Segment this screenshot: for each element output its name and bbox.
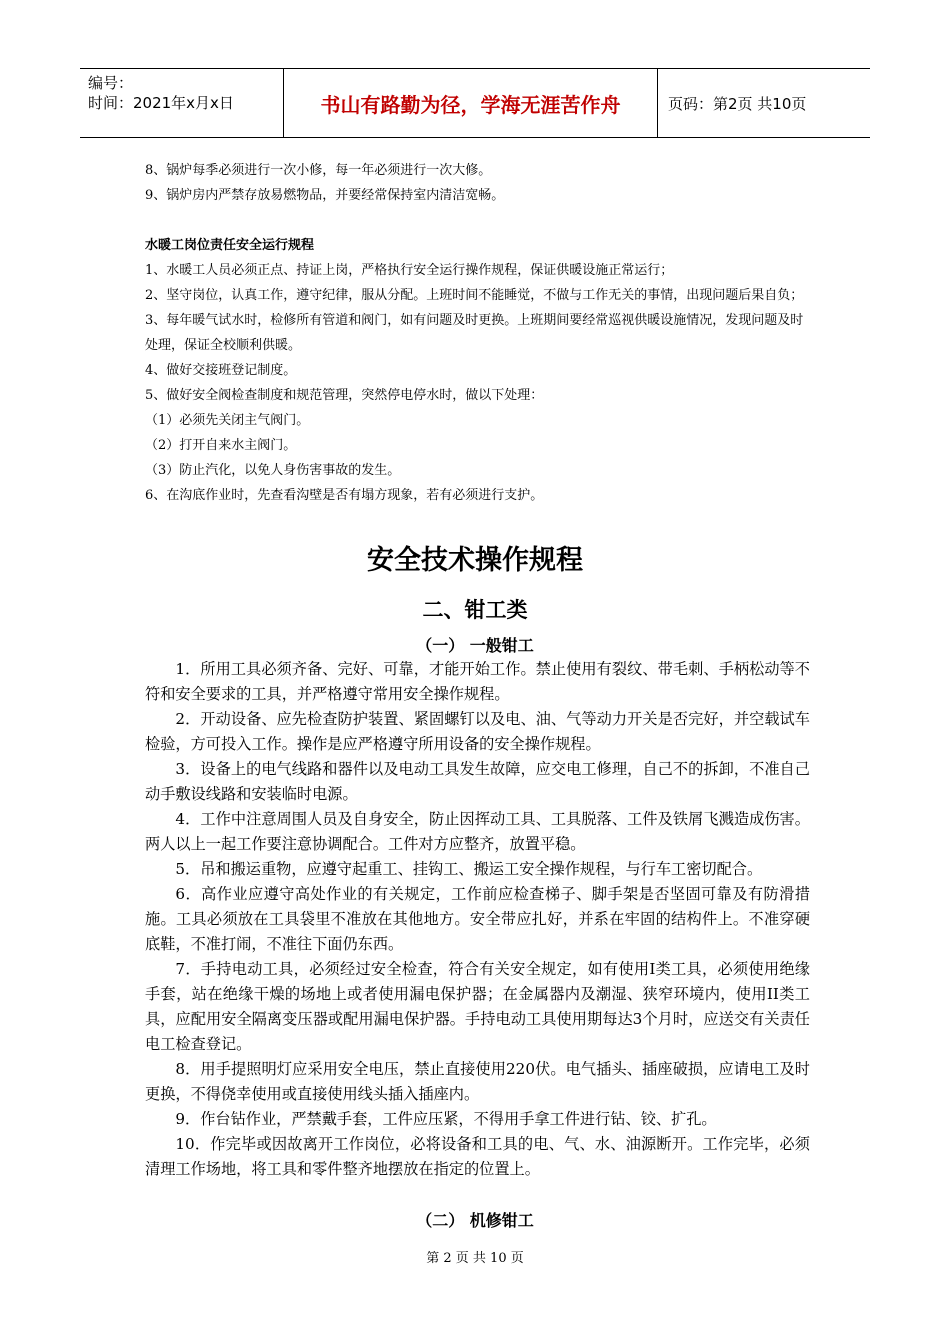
- list-item: （1）必须先关闭主气阀门。: [145, 413, 310, 428]
- list-item: 3、每年暖气试水时，检修所有管道和阀门，如有问题及时更换。上班期间要经常巡视供暖设施情况，发现问题及时处理，保证全校顺利供暖。: [145, 313, 804, 353]
- list-item: 8、锅炉每季必须进行一次小修，每一年必须进行一次大修。: [145, 163, 492, 178]
- plumber-section: [145, 233, 815, 508]
- list-item: 8．用手提照明灯应采用安全电压，禁止直接使用220伏。电气插头、插座破损，应请电工及时更换，不得侥幸使用或直接使用线头插入插座内。: [145, 1060, 810, 1103]
- page-header: [80, 68, 870, 138]
- list-item: 2、坚守岗位，认真工作，遵守纪律，服从分配。上班时间不能睡觉，不做与工作无关的事情，出现问题后果自负；: [145, 288, 804, 303]
- main-title: 安全技术操作规程: [367, 545, 583, 576]
- list-item: 1．所用工具必须齐备、完好、可靠，才能开始工作。禁止使用有裂纹、带毛刺、手柄松动等不符和安全要求的工具，并严格遵守常用安全操作规程。: [145, 660, 810, 703]
- header-number: 编号：: [88, 74, 134, 92]
- section-title: 水暖工岗位责任安全运行规程: [145, 238, 315, 253]
- list-item: （3）防止汽化，以免人身伤害事故的发生。: [145, 463, 401, 478]
- list-item: 3．设备上的电气线路和器件以及电动工具发生故障，应交电工修理，自己不的拆卸，不准自己动手敷设线路和安装临时电源。: [145, 760, 810, 803]
- list-item: 6、在沟底作业时，先查看沟壁是否有塌方现象，若有必须进行支护。: [145, 488, 544, 503]
- list-item: 9．作台钻作业，严禁戴手套，工件应压紧，不得用手拿工件进行钻、铰、扩孔。: [175, 1110, 717, 1128]
- list-item: 6．高作业应遵守高处作业的有关规定，工作前应检查梯子、脚手架是否坚固可靠及有防滑措施。工具必须放在工具袋里不准放在其他地方。安全带应扎好，并系在牢固的结构件上。不准穿硬底鞋，不准打闹，不准往下面仍东西。: [145, 885, 810, 953]
- list-item: 10．作完毕或因故离开工作岗位，必将设备和工具的电、气、水、油源断开。工作完毕，必须清理工作场地，将工具和零件整齐地摆放在指定的位置上。: [145, 1135, 810, 1178]
- list-item: 5．吊和搬运重物，应遵守起重工、挂钩工、搬运工安全操作规程，与行车工密切配合。: [175, 860, 763, 878]
- list-item: 5、做好安全阀检查制度和规范管理，突然停电停水时，做以下处理：: [145, 388, 544, 403]
- list-item: 4、做好交接班登记制度。: [145, 363, 297, 378]
- list-item: 2．开动设备、应先检查防护装置、紧固螺钉以及电、油、气等动力开关是否完好，并空载试车检验，方可投入工作。操作是应严格遵守所用设备的安全操作规程。: [145, 710, 810, 753]
- list-item: 4．工作中注意周围人员及自身安全，防止因挥动工具、工具脱落、工件及铁屑飞溅造成伤害。两人以上一起工作要注意协调配合。工件对方应整齐，放置平稳。: [145, 810, 810, 853]
- page-footer: 第 2 页 共 10 页: [426, 1251, 524, 1266]
- list-item: 9、锅炉房内严禁存放易燃物品，并要经常保持室内清洁宽畅。: [145, 188, 505, 203]
- header-date: 时间：2021年x月x日: [88, 94, 234, 112]
- section-one-body: [145, 657, 810, 1182]
- chapter-title: 二、钳工类: [422, 598, 528, 622]
- section-one-title: （一） 一般钳工: [416, 636, 534, 655]
- list-item: （2）打开自来水主阀门。: [145, 438, 297, 453]
- list-item: 1、水暖工人员必须正点、持证上岗，严格执行安全运行操作规程，保证供暖设施正常运行；: [145, 263, 674, 278]
- header-page-info: 页码：第2页 共10页: [668, 94, 807, 113]
- section-two-title: （二） 机修钳工: [416, 1211, 534, 1230]
- header-motto: 书山有路勤为径，学海无涯苦作舟: [283, 69, 658, 137]
- header-meta: [80, 69, 283, 137]
- intro-list: [145, 158, 815, 208]
- list-item: 7．手持电动工具，必须经过安全检查，符合有关安全规定，如有使用I类工具，必须使用绝缘手套，站在绝缘干燥的场地上或者使用漏电保护器；在金属器内及潮湿、狭窄环境内，使用II类工具，应配用安全隔离变压器或配用漏电保护器。手持电动工具使用期每达3个月时，应送交有关责任电工检查登记。: [145, 960, 810, 1053]
